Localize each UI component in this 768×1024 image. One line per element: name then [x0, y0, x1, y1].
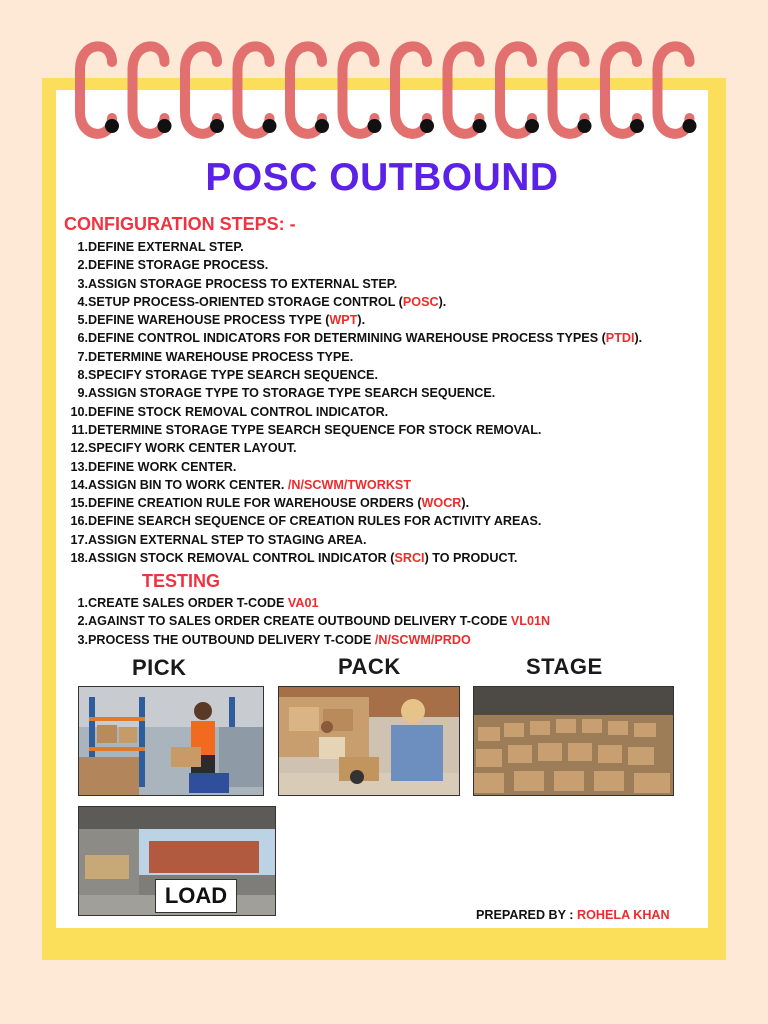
- step-highlight: VL01N: [510, 614, 551, 629]
- step-text: [88, 512, 541, 530]
- step-text-part: AGAINST TO SALES ORDER CREATE OUTBOUND DELIVERY T-CODE: [88, 614, 511, 629]
- step-text-part: CREATE SALES ORDER T-CODE: [88, 596, 288, 610]
- step-text: [88, 293, 446, 311]
- step-text: [88, 594, 318, 612]
- step-number: 12.: [70, 441, 88, 456]
- spiral-hole: [525, 119, 539, 133]
- step-text: [88, 549, 517, 567]
- step-text: [88, 612, 550, 630]
- step-text-part: DETERMINE WAREHOUSE PROCESS TYPE.: [88, 349, 354, 364]
- spiral-hole: [683, 119, 697, 133]
- step-text: [88, 348, 353, 366]
- step-text: [88, 403, 388, 421]
- stage-photo: [473, 686, 674, 796]
- configuration-step: [64, 293, 642, 311]
- step-text: [88, 275, 397, 293]
- spiral-ring: [238, 46, 270, 133]
- step-number: 10.: [70, 404, 88, 419]
- step-number: 7.: [77, 349, 88, 364]
- configuration-step: [64, 384, 642, 402]
- step-text-part: SETUP PROCESS-ORIENTED STORAGE CONTROL (: [88, 294, 403, 309]
- spiral-hole: [420, 119, 434, 133]
- step-text-part: DEFINE CONTROL INDICATORS FOR DETERMINING WAREHOUSE PROCESS TYPES (: [88, 331, 606, 346]
- spiral-hole: [315, 119, 329, 133]
- spiral-hole: [630, 119, 644, 133]
- spiral-ring: [395, 46, 427, 133]
- configuration-step: [64, 366, 642, 384]
- configuration-step: [64, 458, 642, 476]
- step-number: 11.: [71, 422, 88, 437]
- step-highlight: /N/SCWM/TWORKST: [287, 477, 412, 492]
- step-number: 16.: [70, 514, 88, 529]
- step-text: [88, 366, 378, 384]
- step-number: 17.: [70, 532, 88, 547]
- author-name: ROHELA KHAN: [577, 908, 670, 922]
- spiral-ring: [185, 46, 217, 133]
- prepared-by: [476, 908, 670, 922]
- step-text-part: ASSIGN STORAGE TYPE TO STORAGE TYPE SEARCH SEQUENCE.: [88, 386, 496, 401]
- configuration-step: [64, 439, 642, 457]
- step-text-part: DEFINE WAREHOUSE PROCESS TYPE (: [88, 313, 330, 328]
- step-number: 3.: [77, 276, 88, 291]
- spiral-hole: [578, 119, 592, 133]
- configuration-step: [64, 476, 642, 494]
- step-text: [88, 329, 642, 347]
- step-text-part: ASSIGN STOCK REMOVAL CONTROL INDICATOR (: [88, 551, 395, 566]
- step-text: [88, 458, 236, 476]
- configuration-step: [64, 403, 642, 421]
- configuration-step: [64, 256, 642, 274]
- testing-step: [64, 612, 550, 630]
- configuration-step: [64, 494, 642, 512]
- configuration-step: [64, 549, 642, 567]
- step-number: 1.: [77, 240, 88, 254]
- configuration-step: [64, 421, 642, 439]
- step-highlight: PTDI: [605, 331, 635, 346]
- configuration-step: [64, 329, 642, 347]
- spiral-ring: [80, 46, 112, 133]
- step-text-part: DEFINE SEARCH SEQUENCE OF CREATION RULES FOR ACTIVITY AREAS.: [88, 514, 542, 529]
- step-number: 14.: [70, 477, 88, 492]
- pick-label: PICK: [132, 655, 187, 680]
- step-number: 3.: [77, 632, 88, 647]
- step-number: 13.: [70, 459, 88, 474]
- step-text-part: DEFINE WORK CENTER.: [88, 459, 237, 474]
- step-text-part: DEFINE CREATION RULE FOR WAREHOUSE ORDERS (: [88, 496, 422, 511]
- step-text: [88, 531, 367, 549]
- step-number: 4.: [77, 294, 88, 309]
- step-text: [88, 439, 297, 457]
- step-highlight: POSC: [402, 294, 439, 309]
- step-highlight: WOCR: [421, 496, 462, 511]
- spiral-ring: [658, 46, 690, 133]
- configuration-heading: CONFIGURATION STEPS: -: [64, 214, 296, 234]
- step-text-part: ).: [634, 331, 643, 346]
- spiral-ring: [448, 46, 480, 133]
- prepared-by-label: PREPARED BY :: [476, 908, 578, 922]
- step-text-part: DEFINE EXTERNAL STEP.: [88, 240, 244, 254]
- step-text-part: ASSIGN BIN TO WORK CENTER.: [88, 477, 288, 492]
- spiral-hole: [263, 119, 277, 133]
- step-highlight: WPT: [329, 313, 358, 328]
- step-text: [88, 494, 469, 512]
- spiral-hole: [210, 119, 224, 133]
- testing-heading: TESTING: [142, 571, 221, 591]
- step-number: 9.: [77, 386, 88, 401]
- step-text-part: DEFINE STORAGE PROCESS.: [88, 258, 269, 273]
- spiral-ring: [605, 46, 637, 133]
- step-text-part: ).: [438, 294, 447, 309]
- spiral-hole: [473, 119, 487, 133]
- configuration-step: [64, 311, 642, 329]
- step-number: 6.: [77, 331, 88, 346]
- step-text-part: SPECIFY WORK CENTER LAYOUT.: [88, 441, 297, 456]
- step-number: 8.: [77, 368, 88, 383]
- configuration-step: [64, 531, 642, 549]
- step-highlight: /N/SCWM/PRDO: [374, 632, 471, 647]
- configuration-step: [64, 275, 642, 293]
- spiral-ring: [343, 46, 375, 133]
- step-text-part: PROCESS THE OUTBOUND DELIVERY T-CODE: [88, 632, 375, 647]
- step-text-part: ).: [357, 313, 366, 328]
- pack-photo: [278, 686, 460, 796]
- page-title: POSC OUTBOUND: [205, 156, 559, 199]
- spiral-hole: [158, 119, 172, 133]
- step-text: [88, 238, 244, 256]
- step-number: 2.: [77, 614, 88, 629]
- step-text-part: SPECIFY STORAGE TYPE SEARCH SEQUENCE.: [88, 368, 378, 383]
- pick-photo: [78, 686, 264, 796]
- configuration-steps-list: [64, 238, 642, 567]
- spiral-hole: [105, 119, 119, 133]
- step-highlight: VA01: [287, 596, 319, 610]
- spiral-binding-icon: [0, 0, 768, 150]
- spiral-ring: [553, 46, 585, 133]
- testing-step: [64, 631, 550, 649]
- spiral-ring: [500, 46, 532, 133]
- step-number: 15.: [70, 496, 88, 511]
- pack-label: PACK: [338, 654, 401, 679]
- step-text-part: DEFINE STOCK REMOVAL CONTROL INDICATOR.: [88, 404, 389, 419]
- step-number: 5.: [77, 313, 88, 328]
- stage-label: STAGE: [526, 654, 603, 679]
- load-photo: [78, 806, 276, 916]
- spiral-hole: [368, 119, 382, 133]
- step-text: [88, 311, 365, 329]
- step-text: [88, 384, 495, 402]
- step-number: 1.: [77, 596, 88, 610]
- step-number: 18.: [70, 551, 88, 566]
- step-text-part: ASSIGN STORAGE PROCESS TO EXTERNAL STEP.: [88, 276, 398, 291]
- step-text: [88, 421, 541, 439]
- step-text: [88, 256, 268, 274]
- testing-step: [64, 594, 550, 612]
- step-text: [88, 631, 471, 649]
- step-text-part: ASSIGN EXTERNAL STEP TO STAGING AREA.: [88, 532, 367, 547]
- load-label: LOAD: [155, 879, 237, 913]
- step-text-part: ).: [461, 496, 470, 511]
- step-highlight: SRCI: [394, 551, 425, 566]
- testing-steps-list: [64, 594, 550, 649]
- configuration-step: [64, 348, 642, 366]
- configuration-step: [64, 512, 642, 530]
- step-number: 2.: [77, 258, 88, 273]
- step-text-part: DETERMINE STORAGE TYPE SEARCH SEQUENCE FOR STOCK REMOVAL.: [88, 422, 542, 437]
- spiral-ring: [133, 46, 165, 133]
- spiral-ring: [290, 46, 322, 133]
- configuration-step: [64, 238, 642, 256]
- step-text: [88, 476, 411, 494]
- step-text-part: ) TO PRODUCT.: [424, 551, 518, 566]
